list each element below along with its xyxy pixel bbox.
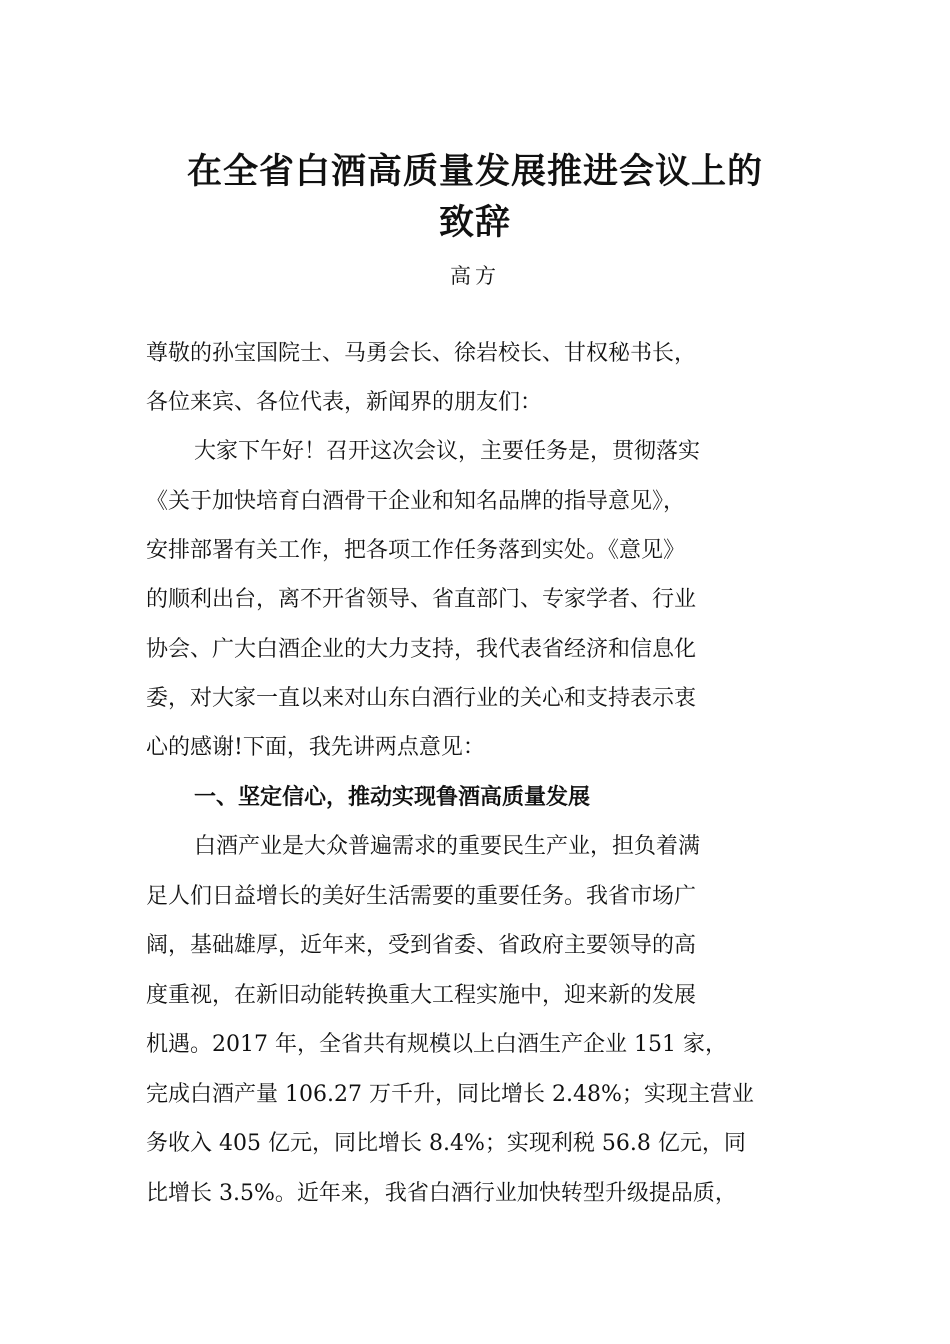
salutation-line-1: 尊敬的孙宝国院士、马勇会长、徐岩校长、甘权秘书长， — [146, 341, 697, 366]
document-title-line-1: 在全省白酒高质量发展推进会议上的 — [186, 152, 763, 192]
paragraph-1-line-7: 心的感谢!下面，我先讲两点意见： — [146, 735, 485, 760]
paragraph-2-line-8: 比增长 3.5%。近年来，我省白酒行业加快转型升级提品质， — [146, 1181, 737, 1206]
paragraph-1-line-4: 的顺利出台，离不开省领导、省直部门、专家学者、行业 — [146, 587, 697, 612]
paragraph-1-line-5: 协会、广大白酒企业的大力支持，我代表省经济和信息化 — [146, 637, 697, 662]
paragraph-2-line-3: 阔，基础雄厚，近年来，受到省委、省政府主要领导的高 — [146, 933, 697, 958]
paragraph-1-line-3: 安排部署有关工作，把各项工作任务落到实处。《意见》 — [146, 538, 686, 563]
paragraph-1-line-2: 《关于加快培育白酒骨干企业和知名品牌的指导意见》， — [146, 489, 686, 514]
salutation-line-2: 各位来宾、各位代表，新闻界的朋友们： — [146, 390, 543, 415]
paragraph-1-line-6: 委，对大家一直以来对山东白酒行业的关心和支持表示衷 — [146, 686, 697, 711]
author-name: 高方 — [450, 264, 500, 288]
paragraph-1-line-1: 大家下午好！召开这次会议，主要任务是，贯彻落实 — [194, 439, 701, 464]
paragraph-2-line-5: 机遇。2017 年，全省共有规模以上白酒生产企业 151 家， — [146, 1032, 727, 1057]
paragraph-2-line-1: 白酒产业是大众普遍需求的重要民生产业，担负着满 — [194, 834, 701, 859]
paragraph-2-line-7: 务收入 405 亿元，同比增长 8.4%；实现利税 56.8 亿元，同 — [146, 1131, 746, 1156]
paragraph-2-line-4: 度重视，在新旧动能转换重大工程实施中，迎来新的发展 — [146, 983, 697, 1008]
document-title-line-2: 致辞 — [438, 203, 511, 243]
paragraph-2-line-2: 足人们日益增长的美好生活需要的重要任务。我省市场广 — [146, 884, 697, 909]
section-heading: 一、坚定信心，推动实现鲁酒高质量发展 — [194, 785, 591, 810]
paragraph-2-line-6: 完成白酒产量 106.27 万千升，同比增长 2.48%；实现主营业 — [146, 1082, 754, 1107]
